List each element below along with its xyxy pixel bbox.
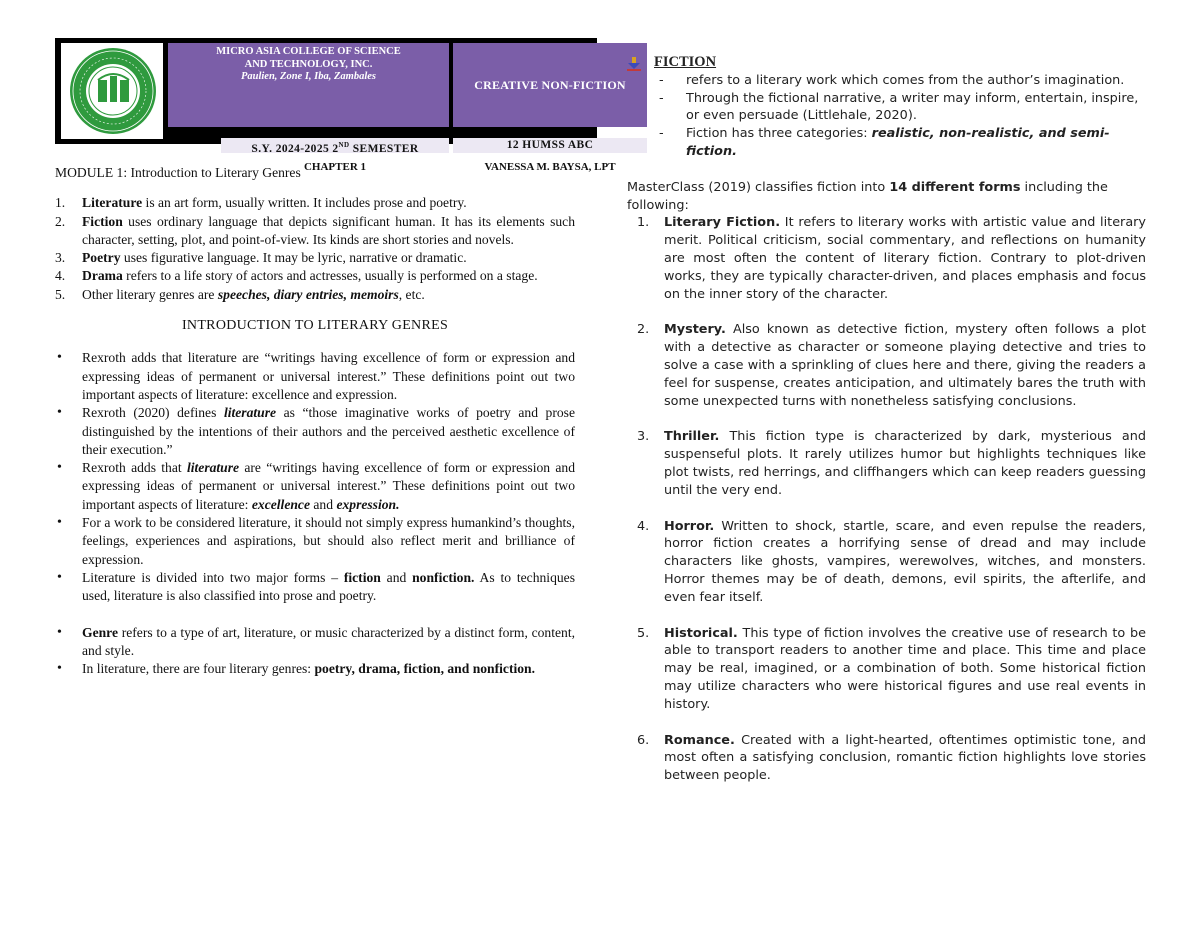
item-term: Fiction bbox=[82, 213, 123, 229]
list-item bbox=[55, 404, 575, 459]
item-number: 1. bbox=[637, 215, 650, 231]
fiction-heading bbox=[627, 54, 1146, 72]
list-item bbox=[55, 213, 575, 250]
item-text: uses ordinary language that depicts significant human. It has its elements such character, setting, plot, and point-of-view. Its kinds are short stories and novels. bbox=[82, 213, 575, 247]
item-emphasis: 14 different forms bbox=[889, 179, 1021, 195]
item-text: Rexroth (2020) defines bbox=[82, 405, 224, 421]
school-name-cell bbox=[168, 43, 449, 127]
item-text: including the following: bbox=[627, 179, 1108, 213]
section-title: INTRODUCTION TO LITERARY GENRES bbox=[181, 318, 449, 334]
genre-bullets bbox=[55, 624, 575, 679]
item-number: 6. bbox=[637, 732, 650, 748]
item-title: Mystery. bbox=[664, 322, 726, 338]
item-number: 5. bbox=[637, 625, 650, 641]
list-item: - refers to a literary work which comes from the author’s imagination. bbox=[627, 72, 1146, 90]
genre-definition-list bbox=[55, 194, 575, 304]
item-text: In literature, there are four literary genres: bbox=[82, 661, 315, 677]
item-text: Written to shock, startle, scare, and even repulse the readers, horror fiction creates a horrifying sense of dread and may include characters like ghosts, vampires, werewolves, witches, and monsters. Horror themes may be of death, demons, evil spirits, the afterlife, and even fear itself. bbox=[664, 518, 1146, 605]
item-text: Fiction has three categories: bbox=[686, 126, 872, 142]
item-emphasis: literature bbox=[186, 460, 240, 476]
item-text: It refers to literary works with artistic value and literary merit. Political criticism, social commentary, and reflections on humanity are most often the content of literary fiction. Contrary to plot-driven works, they are typically character-driven, and places emphasis and focus on the inner story of the character. bbox=[664, 215, 1146, 302]
item-emphasis: speeches, diary entries, memoirs bbox=[217, 286, 399, 302]
item-text: Rexroth adds that bbox=[82, 460, 187, 476]
item-term: fiction bbox=[343, 569, 381, 585]
item-text: Created with a light-hearted, oftentimes optimistic tone, and most often a satisfying conclusion, romantic fiction highlights love stories between people. bbox=[664, 732, 1146, 784]
item-text: are “writings having excellence of form or expression and expressing ideas of permanent or universal interest.” These definitions point out two important aspects of literature: bbox=[82, 460, 575, 512]
item-term: Genre bbox=[82, 624, 118, 640]
item-text: Literature is divided into two major forms – bbox=[82, 569, 344, 585]
spacer bbox=[55, 606, 575, 624]
item-text: , etc. bbox=[398, 286, 425, 302]
school-year-sup: ND bbox=[338, 141, 350, 149]
item-text: is an art form, usually written. It includes prose and poetry. bbox=[142, 195, 467, 211]
list-item: • Rexroth adds that literature are “writings having excellence of form or expression and expressing ideas of permanent or universal interest.” These definitions point out two important aspects of literature: excellence and expression. bbox=[55, 349, 575, 404]
fiction-definition-list bbox=[627, 72, 1146, 161]
teacher-cell: VANESSA M. BAYSA, LPT bbox=[453, 160, 647, 174]
item-emphasis: literature bbox=[223, 405, 277, 421]
item-text: This type of fiction involves the creative use of research to be able to transport readers to another time and place. This time and place may be real, imagined, or a combination of both. Some historical fiction may utilize characters who were historical figures and use real events in history. bbox=[664, 625, 1146, 712]
item-text: and bbox=[380, 569, 413, 585]
item-term: poetry, drama, fiction, and nonfiction. bbox=[314, 661, 536, 677]
item-text: Also known as detective fiction, mystery often follows a plot with a detective as character or someone playing detective and tries to solve a case with a sprinkling of clues here and there, giving the readers a feel for suspense, creates anticipation, and ultimately bares the truth with some unexpected turns with nonetheless satisfying conclusions. bbox=[664, 322, 1146, 409]
item-title: Thriller. bbox=[664, 429, 720, 445]
masterclass-paragraph bbox=[627, 179, 1146, 215]
item-number: 5. bbox=[55, 286, 66, 302]
list-item bbox=[627, 321, 1146, 410]
item-text: as “those imaginative works of poetry and prose distinguished by the intentions of their authors and the perceived aesthetic excellence of their execution.” bbox=[82, 405, 575, 457]
item-title: Literary Fiction. bbox=[664, 215, 781, 231]
right-column bbox=[627, 54, 1146, 803]
grade-section-cell: 12 HUMSS ABC bbox=[453, 138, 647, 153]
list-item bbox=[55, 569, 575, 606]
school-name-line1: MICRO ASIA COLLEGE OF SCIENCE bbox=[216, 46, 401, 57]
item-number: 3. bbox=[637, 429, 650, 445]
list-item bbox=[55, 249, 575, 267]
item-title: Historical. bbox=[664, 625, 738, 641]
item-term: Drama bbox=[82, 268, 123, 284]
school-address: Paulien, Zone I, Iba, Zambales bbox=[240, 71, 377, 82]
list-item bbox=[627, 214, 1146, 303]
literature-bullets bbox=[55, 349, 575, 605]
item-title: Romance. bbox=[664, 732, 735, 748]
school-year: S.Y. 2024-2025 2 bbox=[251, 142, 339, 155]
item-emphasis: excellence bbox=[251, 496, 310, 512]
item-title: Horror. bbox=[664, 518, 715, 534]
arrow-down-icon bbox=[627, 57, 641, 71]
list-item bbox=[627, 625, 1146, 714]
school-logo bbox=[61, 43, 163, 139]
chapter-cell: CHAPTER 1 bbox=[221, 160, 449, 174]
list-item bbox=[627, 125, 1146, 161]
item-text: MasterClass (2019) classifies fiction into bbox=[627, 179, 890, 195]
list-item: • For a work to be considered literature, it should not simply express humankind’s thoughts, feelings, experiences and aspirations, but should also reflect merit and brilliance of expression. bbox=[55, 514, 575, 569]
list-item bbox=[627, 732, 1146, 785]
item-text: Other literary genres are bbox=[82, 286, 218, 302]
item-emphasis: realistic, non-realistic, and semi-fiction. bbox=[686, 126, 1110, 159]
item-text: refers to a type of art, literature, or music characterized by a distinct form, content, and style. bbox=[82, 624, 575, 658]
subject-cell: CREATIVE NON-FICTION bbox=[453, 43, 647, 127]
list-item: - Through the fictional narrative, a writer may inform, entertain, inspire, or even persuade (Littlehale, 2020). bbox=[627, 90, 1146, 126]
item-text: uses figurative language. It may be lyric, narrative or dramatic. bbox=[120, 250, 467, 266]
item-number: 2. bbox=[55, 213, 66, 229]
item-term: Literature bbox=[82, 195, 143, 211]
list-item bbox=[627, 428, 1146, 499]
school-seal-icon bbox=[69, 46, 157, 136]
fiction-title: FICTION bbox=[654, 54, 717, 70]
list-item bbox=[55, 624, 575, 661]
item-number: 3. bbox=[55, 250, 66, 266]
module-title: MODULE 1: Introduction to Literary Genres bbox=[55, 165, 301, 180]
list-item bbox=[55, 660, 575, 678]
item-text: This fiction type is characterized by dark, mysterious and suspenseful plots. It rarely utilizes humor but highlights techniques like plot twists, red herrings, and cliffhangers which can keep readers guessing until the very end. bbox=[664, 429, 1146, 498]
list-item bbox=[627, 518, 1146, 607]
school-year-cell bbox=[221, 138, 449, 153]
item-number: 2. bbox=[637, 322, 650, 338]
list-item bbox=[55, 459, 575, 514]
list-item bbox=[55, 194, 575, 212]
item-term: nonfiction. bbox=[412, 569, 475, 585]
fiction-forms-list bbox=[627, 214, 1146, 785]
semester-label: SEMESTER bbox=[349, 142, 419, 155]
list-item bbox=[55, 286, 575, 304]
item-term: Poetry bbox=[82, 250, 121, 266]
left-column bbox=[55, 164, 575, 678]
item-text: and bbox=[310, 496, 337, 512]
item-text: refers to a life story of actors and actresses, usually is performed on a stage. bbox=[122, 268, 538, 284]
item-number: 4. bbox=[55, 268, 66, 284]
school-name-line2: AND TECHNOLOGY, INC. bbox=[244, 58, 373, 70]
item-number: 4. bbox=[637, 518, 650, 534]
item-number: 1. bbox=[55, 195, 66, 211]
item-text: As to techniques used, literature is also classified into prose and poetry. bbox=[82, 569, 576, 604]
item-emphasis: expression. bbox=[336, 496, 400, 512]
list-item bbox=[55, 267, 575, 285]
